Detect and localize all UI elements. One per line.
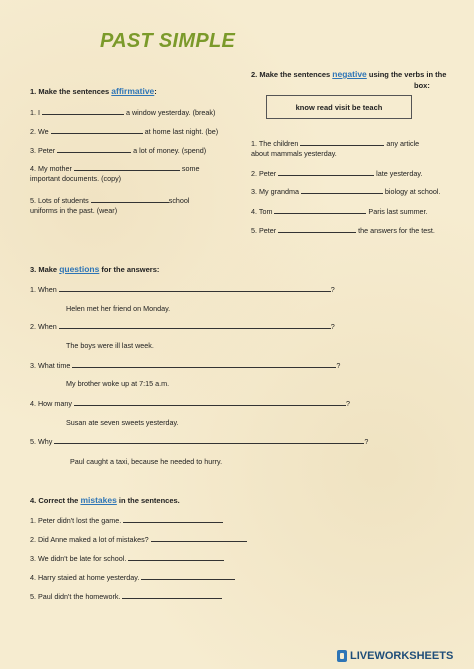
correction-blank[interactable] — [128, 553, 224, 561]
verb-box — [266, 95, 412, 119]
item-prefix: 2. When — [30, 322, 59, 331]
answer-blank[interactable] — [74, 163, 180, 171]
answer-blank[interactable] — [278, 168, 374, 176]
section3-question-5 — [30, 436, 368, 447]
section2-keyword: negative — [332, 69, 367, 79]
section3-question-4 — [30, 398, 350, 409]
item-prefix: 2. Peter — [251, 169, 279, 178]
section3-keyword: questions — [59, 264, 100, 274]
section4-keyword: mistakes — [80, 495, 117, 505]
section1-item-1 — [30, 107, 215, 118]
section4-item-5 — [30, 591, 222, 602]
item-suffix: any article — [384, 139, 420, 148]
liveworksheets-logo-icon — [337, 650, 347, 662]
item-prefix: 5. Why — [30, 437, 55, 446]
question-mark: ? — [345, 399, 350, 408]
section1-item-2 — [30, 126, 218, 137]
section4-item-1 — [30, 515, 223, 526]
section1-heading-text: 1. Make the sentences — [30, 87, 112, 96]
item-prefix: 3. Peter — [30, 146, 58, 155]
section3-heading-text-post: for the answers: — [99, 265, 160, 274]
item-prefix: 1. I — [30, 108, 42, 117]
item-suffix: the answers for the test. — [356, 226, 435, 235]
item-prefix: 1. The children — [251, 139, 301, 148]
answer-blank[interactable] — [301, 186, 383, 194]
item-prefix: 3. What time — [30, 361, 73, 370]
item-suffix: biology at school. — [382, 187, 441, 196]
item-suffix: school — [168, 196, 190, 205]
section3-question-3 — [30, 360, 340, 371]
section3-answer-2: The boys were ill last week. — [66, 341, 154, 350]
section1-item-3 — [30, 145, 206, 156]
item-suffix: a lot of money. (spend) — [131, 146, 207, 155]
question-blank[interactable] — [72, 360, 336, 368]
item-prefix: 2. We — [30, 127, 51, 136]
section1-heading — [30, 86, 157, 96]
section4-heading-text: 4. Correct the — [30, 496, 81, 505]
question-mark: ? — [330, 285, 335, 294]
correction-blank[interactable] — [141, 572, 235, 580]
question-blank[interactable] — [59, 321, 331, 329]
section3-heading — [30, 264, 159, 274]
section2-item-1 — [251, 138, 419, 149]
section2-item-1-line2: about mammals yesterday. — [251, 149, 337, 158]
item-suffix: at home last night. (be) — [142, 127, 219, 136]
section2-item-5 — [251, 225, 435, 236]
answer-blank[interactable] — [91, 195, 169, 203]
item-prefix: 4. How many — [30, 399, 74, 408]
section4-heading-text-post: in the sentences. — [116, 496, 180, 505]
mistake-sentence: 4. Harry staied at home yesterday. — [30, 573, 140, 582]
section1-item-5-line2: uniforms in the past. (wear) — [30, 206, 118, 215]
answer-blank[interactable] — [51, 126, 143, 134]
section3-question-2 — [30, 321, 335, 332]
section1-item-5 — [30, 195, 190, 206]
verb-box-words: know read visit be teach — [295, 102, 383, 112]
item-prefix: 1. When — [30, 285, 59, 294]
section2-item-3 — [251, 186, 440, 197]
section3-answer-4: Susan ate seven sweets yesterday. — [66, 418, 179, 427]
question-mark: ? — [364, 437, 369, 446]
item-prefix: 4. Tom — [251, 207, 275, 216]
page-title: PAST SIMPLE — [100, 30, 236, 52]
question-blank[interactable] — [54, 436, 364, 444]
answer-blank[interactable] — [274, 206, 366, 214]
item-prefix: 3. My grandma — [251, 187, 301, 196]
question-blank[interactable] — [59, 284, 331, 292]
section3-heading-text: 3. Make — [30, 265, 60, 274]
question-blank[interactable] — [74, 398, 346, 406]
mistake-sentence: 3. We didn't be late for school. — [30, 554, 127, 563]
section1-item-4-line2: important documents. (copy) — [30, 174, 122, 183]
section1-item-4 — [30, 163, 200, 174]
section3-answer-1: Helen met her friend on Monday. — [66, 304, 171, 313]
item-suffix: a window yesterday. (break) — [124, 108, 216, 117]
answer-blank[interactable] — [300, 138, 384, 146]
item-prefix: 5. Lots of students — [30, 196, 91, 205]
item-prefix: 4. My mother — [30, 164, 74, 173]
answer-blank[interactable] — [42, 107, 124, 115]
section3-answer-3: My brother woke up at 7:15 a.m. — [66, 379, 170, 388]
section3-answer-5: Paul caught a taxi, because he needed to hurry. — [70, 457, 223, 466]
item-suffix: Paris last summer. — [366, 207, 428, 216]
correction-blank[interactable] — [122, 591, 222, 599]
section2-item-2 — [251, 168, 422, 179]
section3-question-1 — [30, 284, 335, 295]
mistake-sentence: 5. Paul didn't the homework. — [30, 592, 121, 601]
answer-blank[interactable] — [57, 145, 131, 153]
section2-heading-line2: box: — [414, 81, 430, 90]
section2-item-4 — [251, 206, 428, 217]
question-mark: ? — [330, 322, 335, 331]
section4-item-3 — [30, 553, 224, 564]
mistake-sentence: 1. Peter didn't lost the game. — [30, 516, 122, 525]
item-suffix: late yesterday. — [374, 169, 423, 178]
question-mark: ? — [336, 361, 341, 370]
section2-heading-text-post: using the verbs in the — [366, 70, 447, 79]
section4-item-4 — [30, 572, 235, 583]
section4-heading — [30, 495, 180, 505]
item-prefix: 5. Peter — [251, 226, 279, 235]
section2-heading-text: 2. Make the sentences — [251, 70, 333, 79]
section4-item-2 — [30, 534, 247, 545]
answer-blank[interactable] — [278, 225, 356, 233]
item-suffix: some — [179, 164, 200, 173]
correction-blank[interactable] — [123, 515, 223, 523]
section1-keyword: affirmative — [111, 86, 155, 96]
mistake-sentence: 2. Did Anne maked a lot of mistakes? — [30, 535, 149, 544]
section2-heading — [251, 69, 446, 79]
liveworksheets-logo[interactable] — [337, 650, 453, 662]
section1-heading-suffix: : — [154, 87, 157, 96]
logo-text: LIVEWORKSHEETS — [350, 650, 454, 662]
correction-blank[interactable] — [151, 534, 247, 542]
